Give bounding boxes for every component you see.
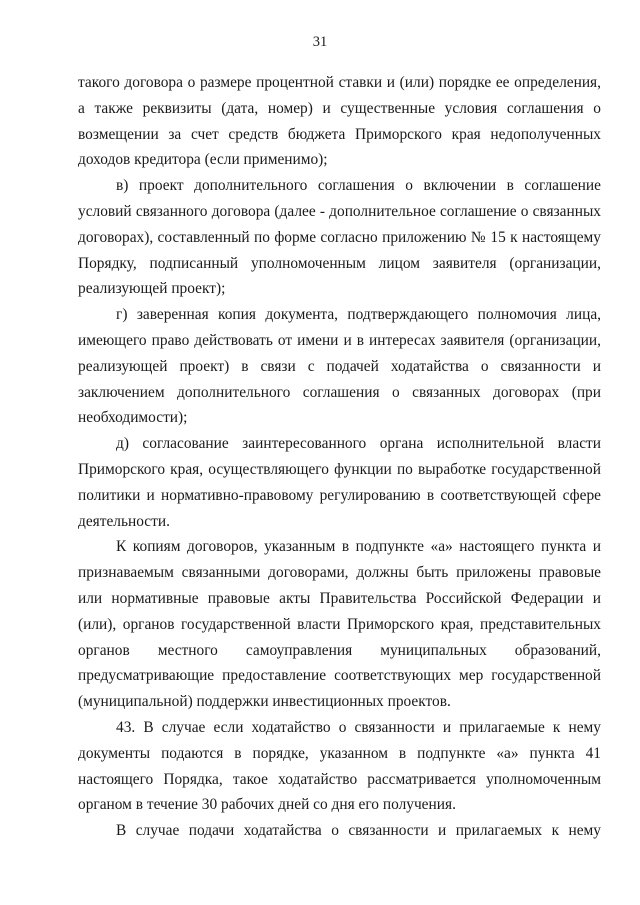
document-body <box>78 70 601 844</box>
paragraph-contract-copies: К копиям договоров, указанным в подпункте «а» настоящего пункта и признаваемым связанными договорами, должны быть приложены правовые или нормативные правовые акты Правительства Российской Федерации и (или), органов государственной власти Приморского края, представительных органов местного самоуправления муниципальных образований, предусматривающие предоставление соответствующих мер государственной (муниципальной) поддержки инвестиционных проектов. <box>78 538 601 711</box>
paragraph-continuation: такого договора о размере процентной ставки и (или) порядке ее определения, а также реквизиты (дата, номер) и существенные условия соглашения о возмещении за счет средств бюджета Приморского края недополученных доходов кредитора (если применимо); <box>78 74 601 169</box>
paragraph-clause-43-continued: В случае подачи ходатайства о связанности и прилагаемых к нему <box>116 822 601 840</box>
page-number: 31 <box>312 34 328 50</box>
paragraph-item-g: г) заверенная копия документа, подтверждающего полномочия лица, имеющего право действовать от имени и в интересах заявителя (организации, реализующей проект) в связи с подачей ходатайства о связанности и заключением дополнительного соглашения о связанных договорах (при необходимости); <box>78 306 601 427</box>
paragraph-item-v: в) проект дополнительного соглашения о включении в соглашение условий связанного договора (далее - дополнительное соглашение о связанных договорах), составленный по форме согласно приложению № 15 к настоящему Порядку, подписанный уполномоченным лицом заявителя (организации, реализующей проект); <box>78 177 601 298</box>
paragraph-item-d: д) согласование заинтересованного органа исполнительной власти Приморского края, осуществляющего функции по выработке государственной политики и нормативно-правовому регулированию в соответствующей сфере деятельности. <box>78 435 601 530</box>
paragraph-clause-43: 43. В случае если ходатайство о связанности и прилагаемые к нему документы подаются в порядке, указанном в подпункте «а» пункта 41 настоящего Порядка, такое ходатайство рассматривается уполномоченным органом в течение 30 рабочих дней со дня его получения. <box>78 718 601 814</box>
